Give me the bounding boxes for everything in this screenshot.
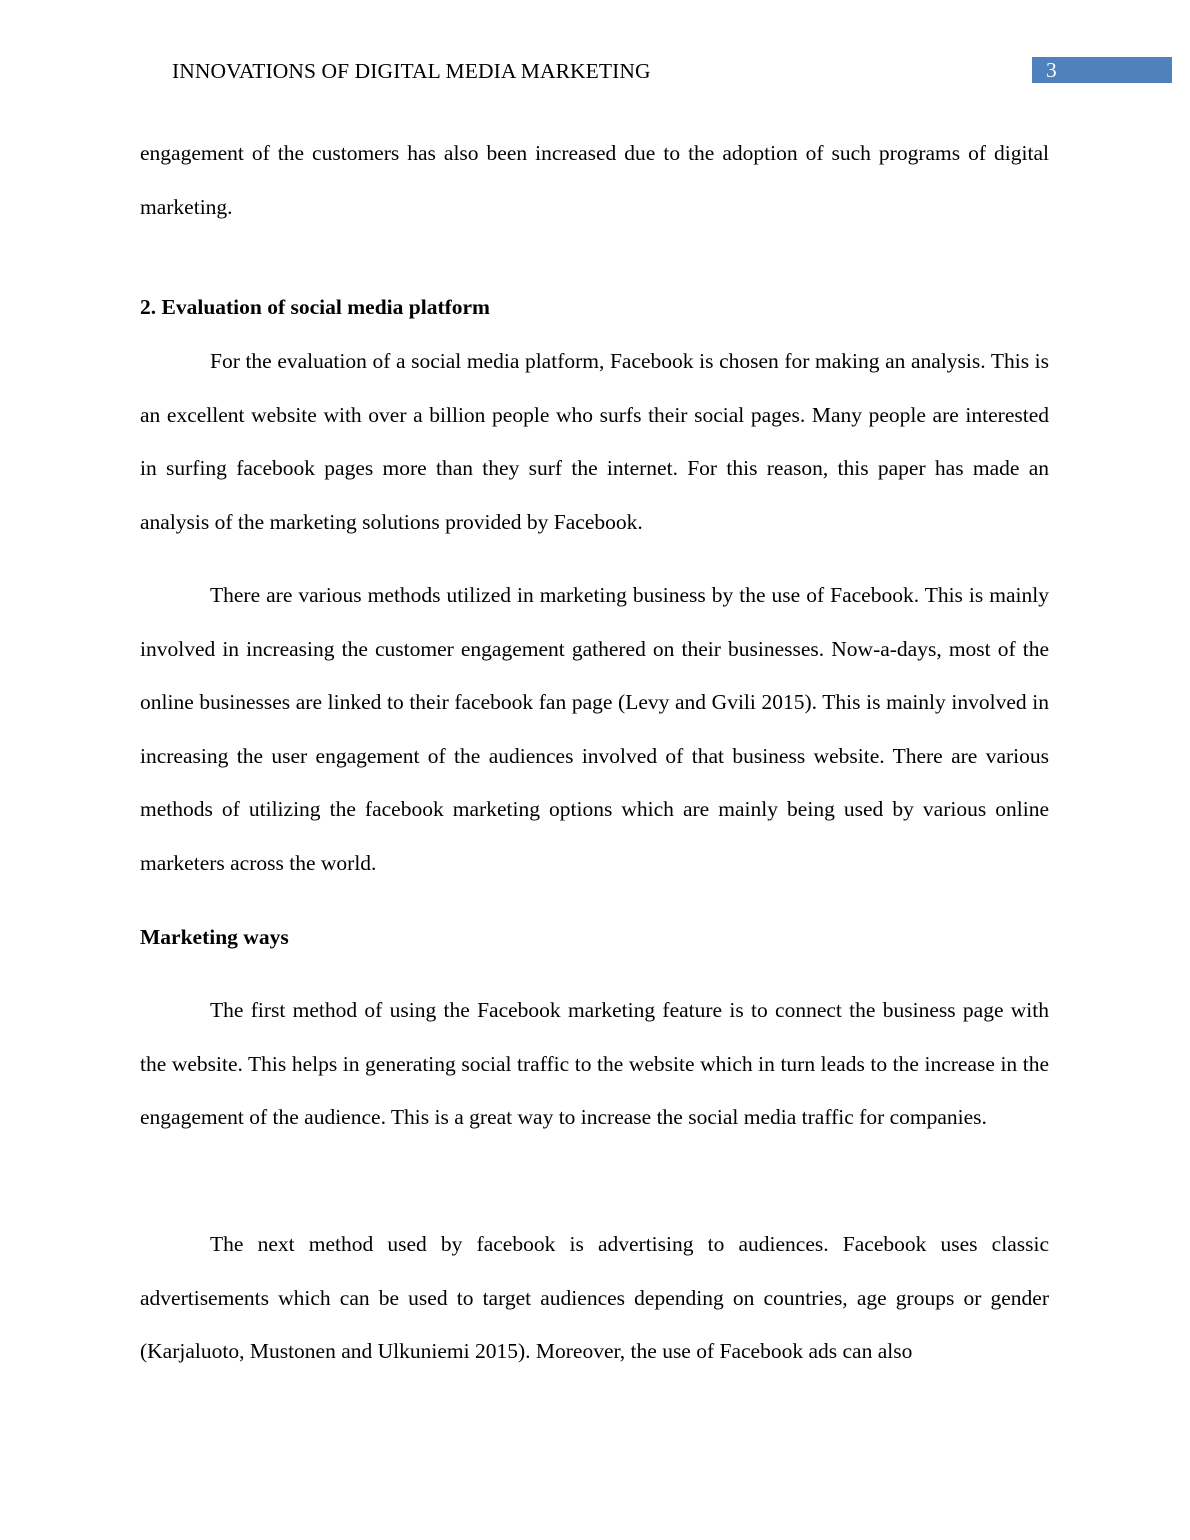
- section-heading: 2. Evaluation of social media platform: [140, 295, 490, 319]
- page-number: 3: [1046, 58, 1057, 82]
- paragraph-4: The next method used by facebook is advertising to audiences. Facebook uses classic advertisements which can be used to target audiences depending on countries, age groups or gender (Karjaluoto, Mustonen and Ulkuniemi 2015). Moreover, the use of Facebook ads can also: [140, 1232, 1049, 1363]
- paragraph-3: The first method of using the Facebook marketing feature is to connect the business page with the website. This helps in generating social traffic to the website which in turn leads to the increase in the engagement of the audience. This is a great way to increase the social media traffic for companies.: [140, 998, 1049, 1129]
- paragraph-1: For the evaluation of a social media platform, Facebook is chosen for making an analysis. This is an excellent website with over a billion people who surfs their social pages. Many people are interested in surfing facebook pages more than they surf the internet. For this reason, this paper has made an analysis of the marketing solutions provided by Facebook.: [140, 349, 1049, 534]
- intro-paragraph: engagement of the customers has also been increased due to the adoption of such programs of digital marketing.: [140, 141, 1049, 219]
- page-number-badge: [1032, 57, 1172, 83]
- subheading-marketing-ways: Marketing ways: [140, 925, 289, 949]
- paragraph-2: There are various methods utilized in marketing business by the use of Facebook. This is mainly involved in increasing the customer engagement gathered on their businesses. Now-a-days, most of the online businesses are linked to their facebook fan page (Levy and Gvili 2015). This is mainly involved in increasing the user engagement of the audiences involved of that business website. There are various methods of utilizing the facebook marketing options which are mainly being used by various online marketers across the world.: [140, 583, 1049, 875]
- running-head-title: INNOVATIONS OF DIGITAL MEDIA MARKETING: [172, 59, 651, 83]
